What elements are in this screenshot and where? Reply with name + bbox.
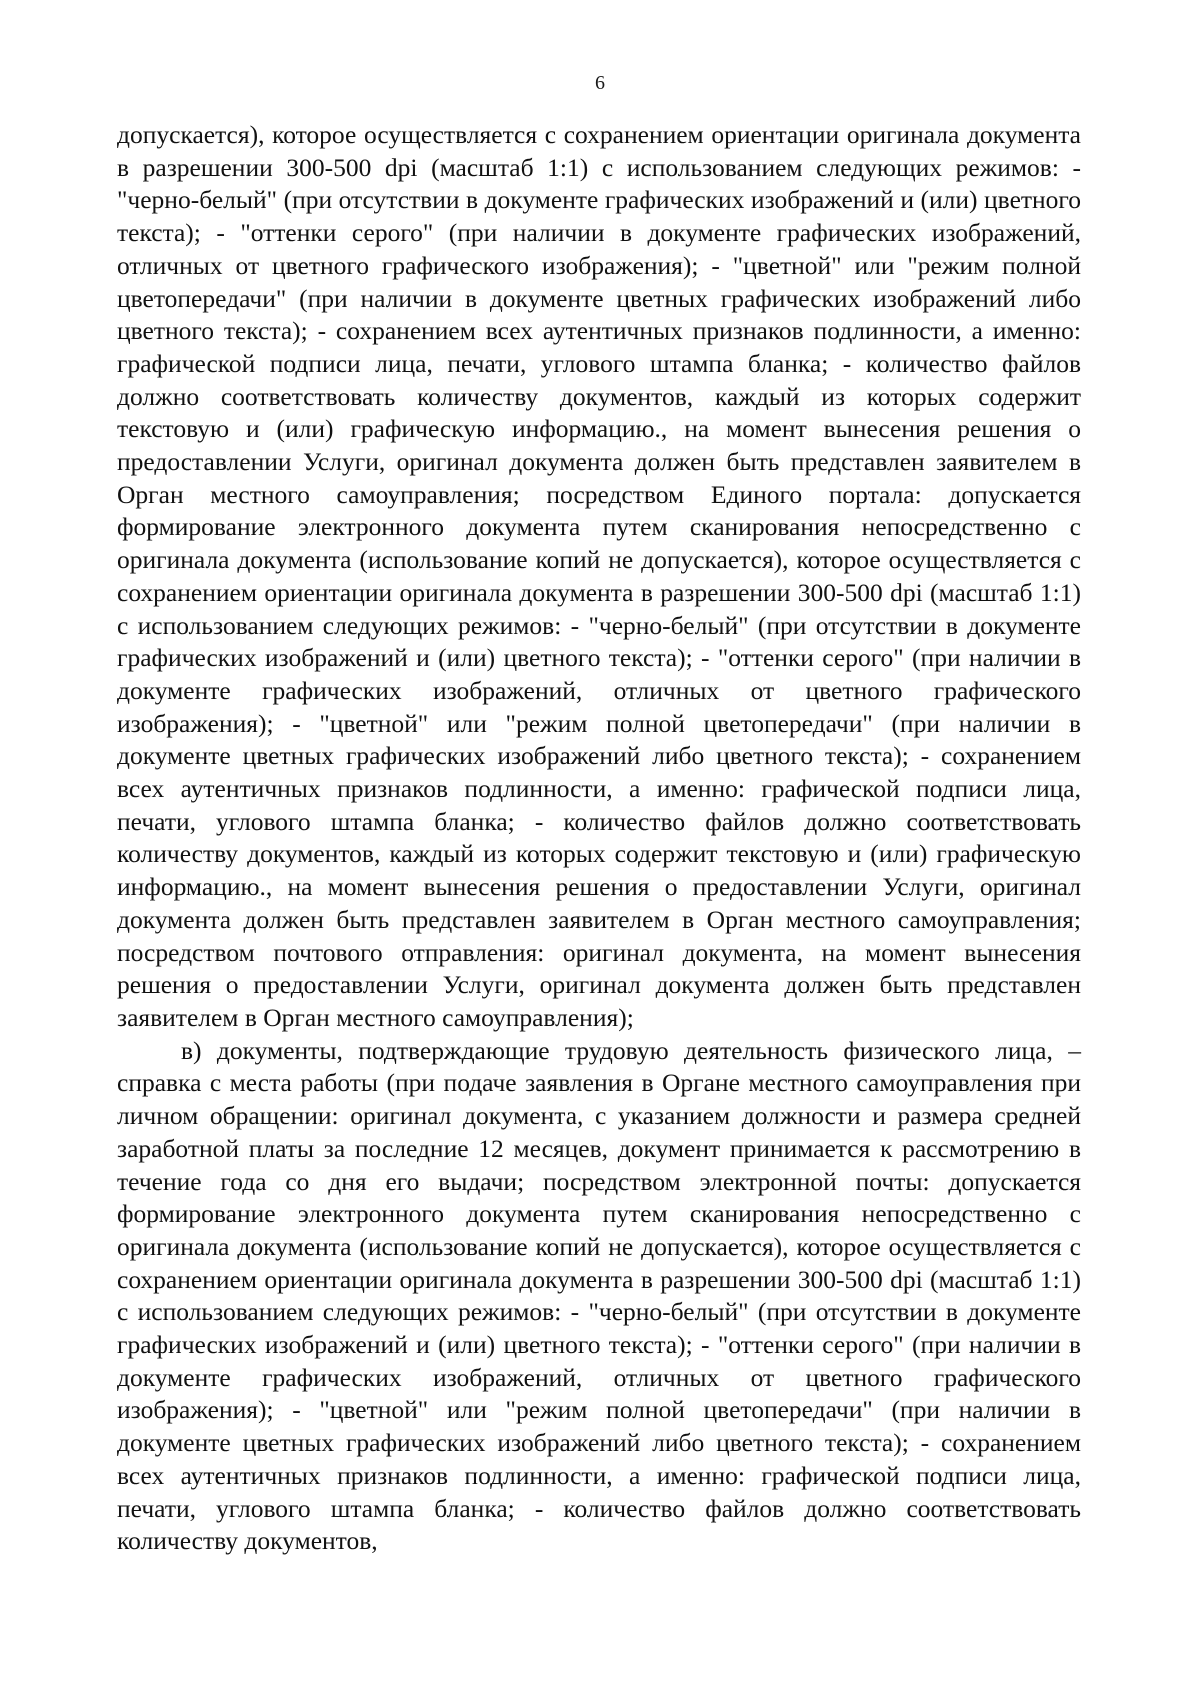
page-number: 6 bbox=[595, 72, 605, 94]
document-body bbox=[117, 119, 1081, 1558]
paragraph-continuation: допускается), которое осуществляется с сохранением ориентации оригинала документа в разрешении 300-500 dpi (масштаб 1:1) с использованием следующих режимов: - "черно-белый" (при отсутствии в документе графических изображений и (или) цветного текста); - "оттенки серого" (при наличии в документе графических изображений, отличных от цветного графического изображения); - "цветной" или "режим полной цветопередачи" (при наличии в документе цветных графических изображений либо цветного текста); - сохранением всех аутентичных признаков подлинности, а именно: графической подписи лица, печати, углового штампа бланка; - количество файлов должно соответствовать количеству документов, каждый из которых содержит текстовую и (или) графическую информацию., на момент вынесения решения о предоставлении Услуги, оригинал документа должен быть представлен заявителем в Орган местного самоуправления; посредством Единого портала: допускается формирование электронного документа путем сканирования непосредственно с оригинала документа (использование копий не допускается), которое осуществляется с сохранением ориентации оригинала документа в разрешении 300-500 dpi (масштаб 1:1) с использованием следующих режимов: - "черно-белый" (при отсутствии в документе графических изображений и (или) цветного текста); - "оттенки серого" (при наличии в документе графических изображений, отличных от цветного графического изображения); - "цветной" или "режим полной цветопередачи" (при наличии в документе цветных графических изображений либо цветного текста); - сохранением всех аутентичных признаков подлинности, а именно: графической подписи лица, печати, углового штампа бланка; - количество файлов должно соответствовать количеству документов, каждый из которых содержит текстовую и (или) графическую информацию., на момент вынесения решения о предоставлении Услуги, оригинал документа должен быть представлен заявителем в Орган местного самоуправления; посредством почтового отправления: оригинал документа, на момент вынесения решения о предоставлении Услуги, оригинал документа должен быть представлен заявителем в Орган местного самоуправления); bbox=[117, 120, 1081, 1032]
paragraph-item-v: в) документы, подтверждающие трудовую деятельность физического лица, – справка с места работы (при подаче заявления в Органе местного самоуправления при личном обращении: оригинал документа, с указанием должности и размера средней заработной платы за последние 12 месяцев, документ принимается к рассмотрению в течение года со дня его выдачи; посредством электронной почты: допускается формирование электронного документа путем сканирования непосредственно с оригинала документа (использование копий не допускается), которое осуществляется с сохранением ориентации оригинала документа в разрешении 300-500 dpi (масштаб 1:1) с использованием следующих режимов: - "черно-белый" (при отсутствии в документе графических изображений и (или) цветного текста); - "оттенки серого" (при наличии в документе графических изображений, отличных от цветного графического изображения); - "цветной" или "режим полной цветопередачи" (при наличии в документе цветных графических изображений либо цветного текста); - сохранением всех аутентичных признаков подлинности, а именно: графической подписи лица, печати, углового штампа бланка; - количество файлов должно соответствовать количеству документов, bbox=[117, 1035, 1081, 1556]
